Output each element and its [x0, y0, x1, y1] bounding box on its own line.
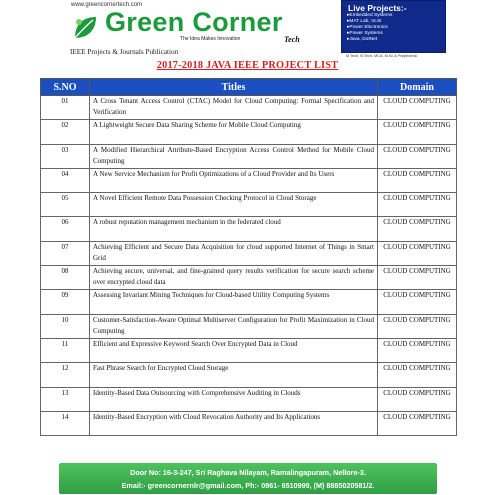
- live-projects-box: [341, 0, 446, 53]
- cell-title: Assessing Invariant Mining Techniques for Cloud-based Utility Computing Systems: [90, 290, 378, 314]
- header-domain: Domain: [378, 79, 457, 96]
- cell-sno: 09: [41, 290, 90, 314]
- footer-contact[interactable]: Email:- greencornernlr@gmail.com, Ph:- 0861- 6510999, (M) 8885020581/2.: [121, 481, 375, 490]
- letterhead: [58, 0, 446, 60]
- cell-domain: CLOUD COMPUTING: [378, 96, 457, 120]
- cell-sno: 14: [41, 411, 90, 435]
- table-row: [41, 338, 457, 362]
- table-header-row: [41, 79, 457, 96]
- website-url[interactable]: www.greencornertech.com: [71, 2, 143, 8]
- cell-sno: 02: [41, 120, 90, 144]
- cell-sno: 01: [41, 96, 90, 120]
- live-project-item: ▸ MAT Lab, VLSI: [347, 19, 445, 25]
- cell-title: A Cross Tenant Access Control (CTAC) Model for Cloud Computing: Formal Specification and Verification: [90, 96, 378, 120]
- company-tech-mark: Tech: [284, 35, 300, 44]
- cell-domain: CLOUD COMPUTING: [378, 314, 457, 338]
- cell-sno: 08: [41, 266, 90, 290]
- live-projects-list: [342, 13, 445, 43]
- page-title: 2017-2018 JAVA IEEE PROJECT LIST: [156, 60, 339, 71]
- cell-domain: CLOUD COMPUTING: [378, 290, 457, 314]
- header-sno: S.NO: [41, 79, 90, 96]
- cell-sno: 04: [41, 168, 90, 192]
- table-row: [41, 290, 457, 314]
- live-project-item: ▸ Java, DotNet: [347, 37, 445, 43]
- live-project-item: ▸ Power Electronics: [347, 25, 445, 31]
- cell-sno: 03: [41, 144, 90, 168]
- table-row: [41, 120, 457, 144]
- cell-title: Fast Phrase Search for Encrypted Cloud Storage: [90, 363, 378, 387]
- live-project-item: ▸ Embedded Systems: [347, 13, 445, 19]
- table-row: [41, 266, 457, 290]
- cell-sno: 11: [41, 338, 90, 362]
- cell-title: A Novel Efficient Remote Data Possession Checking Protocol in Cloud Storage: [90, 193, 378, 217]
- cell-title: Identity-Based Encryption with Cloud Revocation Authority and Its Applications: [90, 411, 378, 435]
- cell-domain: CLOUD COMPUTING: [378, 411, 457, 435]
- cell-title: Efficient and Expressive Keyword Search Over Encrypted Data in Cloud: [90, 338, 378, 362]
- cell-title: Identity-Based Data Outsourcing with Comprehensive Auditing in Clouds: [90, 387, 378, 411]
- cell-sno: 05: [41, 193, 90, 217]
- cell-domain: CLOUD COMPUTING: [378, 266, 457, 290]
- cell-title: A Modified Hierarchical Attribute-Based Encryption Access Control Method for Mobile Cloud Computing: [90, 144, 378, 168]
- table-row: [41, 217, 457, 241]
- table-row: [41, 168, 457, 192]
- table-row: [41, 363, 457, 387]
- footer-address: Door No: 16-3-247, Sri Raghava Nilayam, Ramalingapuram, Nellore-3.: [130, 468, 366, 477]
- table-row: [41, 387, 457, 411]
- cell-domain: CLOUD COMPUTING: [378, 168, 457, 192]
- cell-domain: CLOUD COMPUTING: [378, 241, 457, 265]
- cell-domain: CLOUD COMPUTING: [378, 363, 457, 387]
- cell-domain: CLOUD COMPUTING: [378, 338, 457, 362]
- company-tagline: The Idea Makes Innovation: [180, 36, 241, 42]
- cell-domain: CLOUD COMPUTING: [378, 144, 457, 168]
- publication-caption: IEEE Projects & Journals Publication: [70, 48, 179, 56]
- cell-title: A New Service Mechanism for Profit Optimizations of a Cloud Provider and Its Users: [90, 168, 378, 192]
- cell-title: A Lightweight Secure Data Sharing Scheme for Mobile Cloud Computing: [90, 120, 378, 144]
- table-row: [41, 314, 457, 338]
- leaf-logo-icon: [71, 14, 99, 42]
- cell-title: Achieving Efficient and Secure Data Acquisition for cloud supported Internet of Things in Smart Grid: [90, 241, 378, 265]
- header-titles: Titles: [90, 79, 378, 96]
- cell-title: Achieving secure, universal, and fine-grained query results verification for secure search scheme over encrypted cloud data: [90, 266, 378, 290]
- table-row: [41, 144, 457, 168]
- company-name: Green Corner: [105, 7, 283, 37]
- table-row: [41, 241, 457, 265]
- cell-title: A robust reputation management mechanism in the federated cloud: [90, 217, 378, 241]
- cell-domain: CLOUD COMPUTING: [378, 193, 457, 217]
- project-table: [40, 78, 457, 436]
- cell-domain: CLOUD COMPUTING: [378, 120, 457, 144]
- cell-domain: CLOUD COMPUTING: [378, 217, 457, 241]
- table-row: [41, 193, 457, 217]
- cell-title: Customer-Satisfaction-Aware Optimal Multiserver Configuration for Profit Maximization in Cloud Computing: [90, 314, 378, 338]
- live-project-item: ▸ Power Systems: [347, 31, 445, 37]
- courses-footnote: M.Tech, B.Tech, MCA, M.Sc & Polytechnic: [346, 54, 418, 58]
- live-projects-title: Live Projects:-: [348, 3, 407, 13]
- table-row: [41, 96, 457, 120]
- cell-domain: CLOUD COMPUTING: [378, 387, 457, 411]
- cell-sno: 07: [41, 241, 90, 265]
- cell-sno: 13: [41, 387, 90, 411]
- cell-sno: 10: [41, 314, 90, 338]
- contact-footer: [59, 463, 437, 494]
- table-row: [41, 411, 457, 435]
- cell-sno: 12: [41, 363, 90, 387]
- cell-sno: 06: [41, 217, 90, 241]
